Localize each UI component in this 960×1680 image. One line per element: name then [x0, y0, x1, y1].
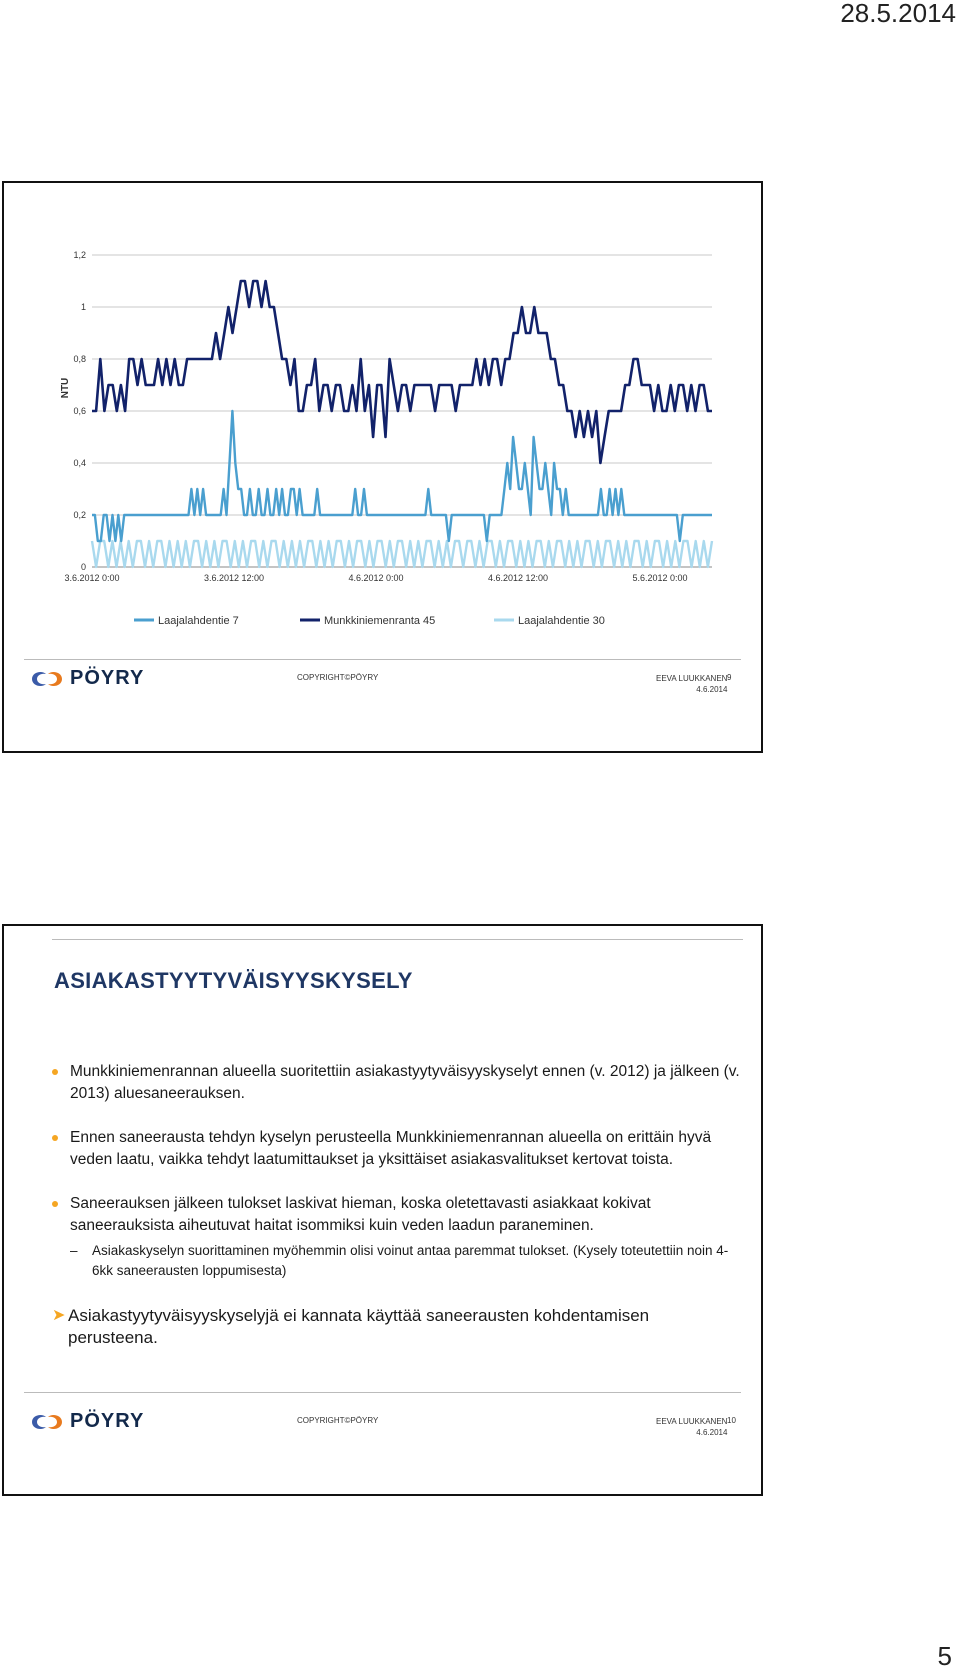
header-rule: [52, 939, 743, 940]
conclusion-text: Asiakastyytyväisyyskyselyjä ei kannata käyttää saneerausten kohdentamisen perusteena.: [68, 1306, 650, 1347]
y-tick-label: 1,2: [73, 250, 86, 260]
series-line: [92, 541, 712, 567]
sub-bullet-item: [52, 1241, 742, 1281]
author-block: [656, 1416, 727, 1438]
y-tick-label: 0,4: [73, 458, 86, 468]
bullet-dot-icon: [52, 1069, 58, 1075]
sub-bullet-text: Asiakaskyselyn suorittaminen myöhemmin olisi voinut antaa paremmat tulokset. (Kysely toteutettiin noin 4-6kk saneerausten loppumisesta): [92, 1243, 729, 1278]
slide-number: 10: [727, 1416, 736, 1425]
turbidity-line-chart: [4, 183, 761, 751]
x-axis-ticks: [64, 573, 687, 583]
author-date: 4.6.2014: [696, 685, 728, 694]
x-tick-label: 5.6.2012 0:00: [632, 573, 688, 583]
author-name: EEVA LUUKKANEN: [656, 674, 728, 683]
bullet-text: Ennen saneerausta tehdyn kyselyn perusteella Munkkiniemenrannan alueella on erittäin hyvä veden laatu, vaikka tehdyt laatumittaukset ja yksittäiset asiakasvalitukset kertovat toista.: [70, 1129, 712, 1168]
author-name: EEVA LUUKKANEN: [656, 1417, 728, 1426]
series-line: [92, 281, 712, 463]
y-tick-label: 1: [80, 302, 86, 312]
slide-number: 9: [727, 673, 732, 682]
poyry-logo: [28, 667, 144, 690]
x-tick-label: 4.6.2012 12:00: [487, 573, 549, 583]
chart-legend: [134, 615, 605, 627]
legend-label: Laajalahdentie 30: [518, 615, 605, 627]
bullet-list: [52, 1061, 742, 1349]
footer-divider: [24, 1392, 741, 1393]
footer-divider: [24, 659, 741, 660]
poyry-logo-icon: [28, 668, 66, 690]
copyright-text: COPYRIGHT©PÖYRY: [297, 1416, 379, 1425]
legend-label: Laajalahdentie 7: [158, 615, 239, 627]
chart-series-lines: [92, 281, 712, 567]
y-tick-label: 0,8: [73, 354, 86, 364]
slide-title: ASIAKASTYYTYVÄISYYSKYSELY: [54, 968, 413, 993]
logo-wordmark: PÖYRY: [70, 667, 145, 689]
copyright-text: COPYRIGHT©PÖYRY: [297, 673, 379, 682]
bullet-text: Munkkiniemenrannan alueella suoritettiin asiakastyytyväisyyskyselyt ennen (v. 2012) ja jälkeen (v. 2013) aluesaneerauksen.: [70, 1063, 740, 1102]
bullet-dot-icon: [52, 1201, 58, 1207]
y-tick-label: 0: [80, 562, 86, 572]
logo-wordmark: PÖYRY: [70, 1410, 145, 1432]
x-tick-label: 3.6.2012 0:00: [64, 573, 120, 583]
y-tick-label: 0,6: [73, 406, 86, 416]
series-line: [92, 411, 712, 541]
bullet-item: [52, 1061, 742, 1105]
author-date: 4.6.2014: [696, 1428, 728, 1437]
bullet-dot-icon: [52, 1135, 58, 1141]
slide-chart: [2, 181, 763, 753]
bullet-item: [52, 1127, 742, 1171]
conclusion-item: [52, 1305, 742, 1349]
y-tick-label: 0,2: [73, 510, 86, 520]
page-date: 28.5.2014: [840, 0, 956, 28]
bullet-item: [52, 1193, 742, 1237]
y-axis-label: NTU: [60, 377, 71, 399]
y-axis-ticks: [73, 250, 86, 572]
author-block: [656, 673, 727, 695]
poyry-logo: [28, 1410, 144, 1433]
x-tick-label: 3.6.2012 12:00: [203, 573, 265, 583]
bullet-text: Saneerauksen jälkeen tulokset laskivat hieman, koska oletettavasti asiakkaat kokivat saneerauksista aiheutuvat haitat isommiksi kuin veden laadun paraneminen.: [70, 1195, 651, 1234]
dash-icon: –: [70, 1243, 78, 1258]
arrow-bullet-icon: ➤: [52, 1307, 66, 1324]
poyry-logo-icon: [28, 1411, 66, 1433]
slide-customer-survey: [2, 924, 763, 1496]
x-tick-label: 4.6.2012 0:00: [348, 573, 404, 583]
page-number: 5: [937, 1641, 952, 1671]
legend-label: Munkkiniemenranta 45: [324, 615, 436, 627]
